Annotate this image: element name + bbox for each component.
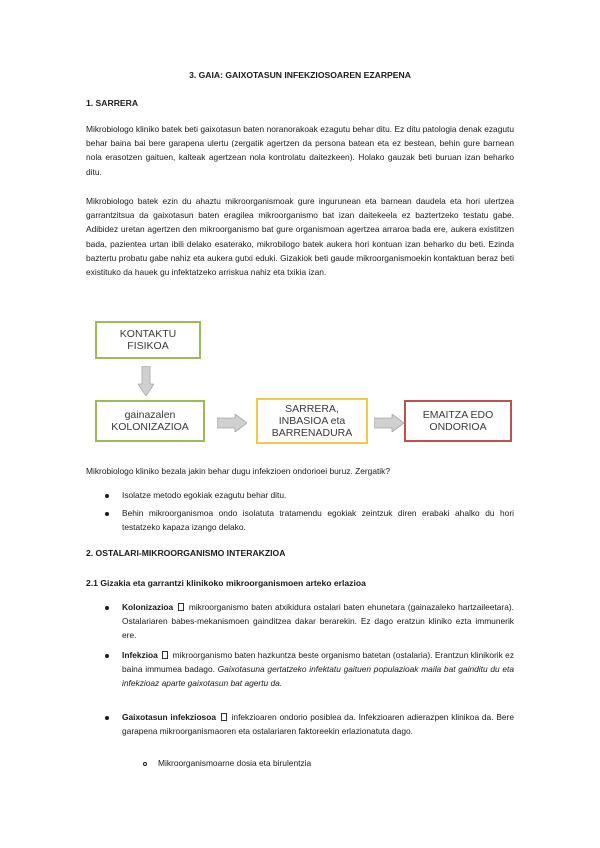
definition-colonization-text: mikroorganismo baten atxikidura ostalari baten ehunetara (gainazaleko hartzaileetara). Ostalariaren babes-mekanismoen gainditzea dakar berarekin. Ez dago eratzun kliniko ezta immunerik ere. — [122, 602, 514, 641]
bullet-dot — [105, 654, 109, 658]
document-title: 3. GAIA: GAIXOTASUN INFEKZIOSOAREN EZARPENA — [189, 70, 411, 80]
arrow-symbol-icon — [178, 603, 184, 611]
paragraph-why: Mikrobiologo kliniko bezala jakin behar dugu infekzioen ondorioei buruz. Zergatik? — [86, 466, 391, 476]
box-entry-line2: INBASIOA eta — [278, 415, 346, 427]
definition-disease-text: infekzioaren ondorio posiblea da. Infekzioaren adierazpen klinikoa da. Bere garapena mikroorganismaoren eta ostalariaren faktoreekin erlazionatuta dago. — [122, 712, 515, 737]
box-result-line1: EMAITZA EDO — [422, 409, 494, 421]
definition-infection-text: mikroorganismo baten hazkuntza beste organismo batetan (ostalaria). Erantzun klinikorik ez baina immumea badago. — [122, 650, 515, 675]
subsection-heading: 2.1 Gizakia eta garrantzi klinikoko mikroorganismoen arteko erlazioa — [86, 578, 366, 588]
definition-infection-italic: Gaixotasuna gertatzeko infektatu gaituen populazioak maila bat gainditu du eta infekzioaz aparte gaixotasun bat agertu da. — [122, 664, 514, 689]
arrow-down-icon — [138, 366, 154, 396]
diagram-box-contact — [95, 321, 201, 359]
definition-infection — [122, 648, 514, 691]
definition-colonization — [122, 600, 514, 643]
term-infection: Infekzioa — [122, 650, 158, 660]
paragraph-intro: Mikrobiologo kliniko batek beti gaixotasun baten noranorakoak ezagutu behar ditu. Ez ditu patologia denak ezagutu behar baina bai bere garapena ulertu (zergatik agertzen da persona batean eta ez bestean, behin gure barnean nola erasotzen gaituen, kalteak agertzean nola kontrolatu daitezkeen). Holako gauzak beti buruan izan beharko ditu. — [86, 124, 514, 177]
box-contact-line2: FISIKOA — [127, 340, 169, 352]
box-colonization-line1: gainazalen — [124, 409, 176, 421]
arrow-right-icon — [217, 414, 247, 432]
section-heading-sarrera: 1. SARRERA — [86, 98, 139, 108]
definition-disease — [122, 710, 514, 738]
bullet-dot — [105, 716, 109, 720]
box-entry-line3: BARRENADURA — [271, 427, 353, 439]
sub-bullet-circle — [143, 762, 147, 766]
diagram-box-entry — [256, 398, 368, 444]
bullet-isolation: Isolatze metodo egokiak ezagutu behar ditu. — [122, 490, 287, 500]
bullet-treatment: Behin mikroorganismoa ondo isolatuta tratamendu egokiak zeintzuk diren erabaki ahalko du hori testatzeko kapaza izango delako. — [122, 508, 514, 533]
sub-bullet-dose: Mikroorganismoarne dosia eta birulentzia — [158, 758, 312, 768]
bullet-dot — [105, 494, 109, 498]
term-disease: Gaixotasun infekziosoa — [122, 712, 216, 722]
box-entry-line1: SARRERA, — [285, 403, 339, 415]
diagram-box-colonization — [95, 400, 205, 442]
paragraph-microorganisms: Mikrobiologo batek ezin du ahaztu mikroorganismoak gure ingurunean eta barnean daudela eta hori ulertzea garrantzitsua da gaixotasun baten eragilea mikroorganismo bat izan daitekeela ez baztertzeko testatu gabe. Adibidez uretan agertzen den mikroorganismo bat gure organismoan agertzea arraroa bada ere, aukera existitzen bada, pazientea urtan ibili delako esaterako, mikrobilogo batek aukera hori kontuan izan beharko du beti. Ezinda baztertu probatu gabe nahiz eta aukera gutxi eduki. Gizakiok beti gaude mikroorganismoekin kontaktuan beraz beti existituko da hauek gu infektatzeko arriskua nahiz eta txikia izan. — [86, 196, 514, 278]
section-heading-interaction: 2. OSTALARI-MIKROORGANISMO INTERAKZIOA — [86, 548, 286, 558]
bullet-dot — [105, 606, 109, 610]
box-contact-line1: KONTAKTU — [119, 328, 177, 340]
bullet-dot — [105, 512, 109, 516]
arrow-symbol-icon — [221, 713, 227, 721]
box-result-line2: ONDORIOA — [429, 421, 487, 433]
arrow-symbol-icon — [162, 651, 168, 659]
arrow-right-icon — [374, 414, 404, 432]
term-colonization: Kolonizazioa — [122, 602, 174, 612]
box-colonization-line2: KOLONIZAZIOA — [111, 421, 189, 433]
diagram-box-result — [404, 400, 512, 442]
